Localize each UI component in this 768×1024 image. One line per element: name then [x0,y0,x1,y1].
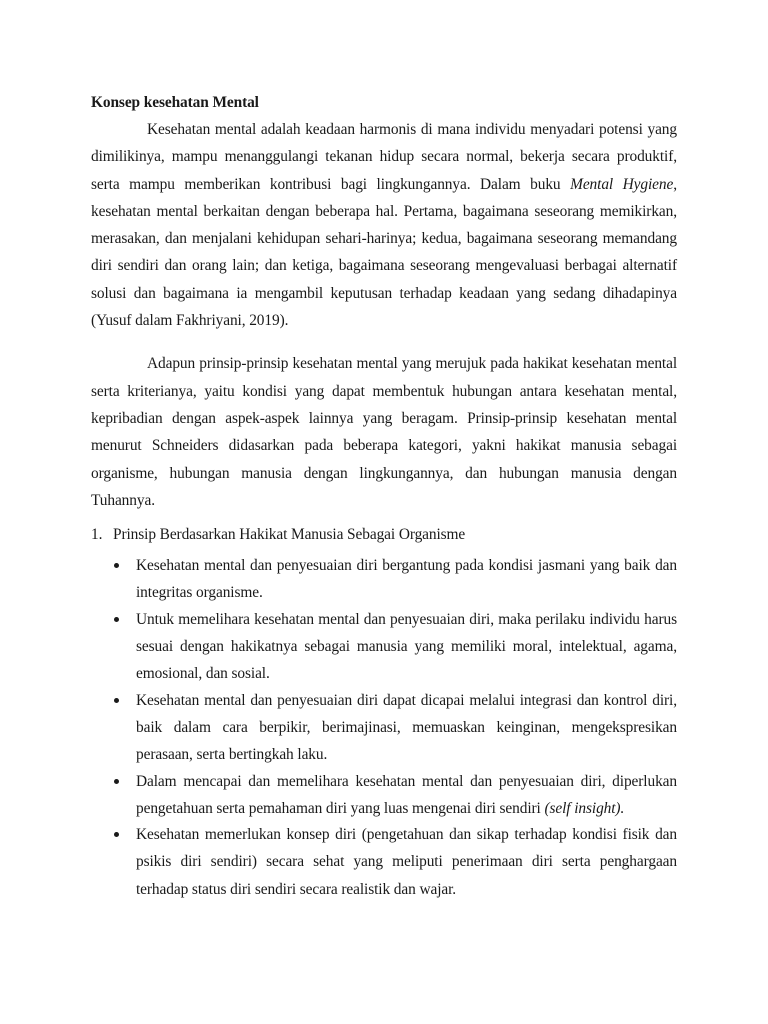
book-title-italic: Mental Hygiene [570,175,674,193]
bullet-icon [114,698,119,703]
numbered-item-1 [91,526,677,544]
bullet-icon [114,832,119,837]
bullet-item [136,821,677,903]
paragraph-definition-text-2: , kesehatan mental berkaitan dengan beberapa hal. Pertama, bagaimana seseorang memikirkan, merasakan, dan menjalani kehidupan sehari-harinya; kedua, bagaimana seseorang memandang diri sendiri dan orang lain; dan ketiga, bagaimana seseorang mengevaluasi berbagai alternatif solusi dan bagaimana ia mengambil keputusan terhadap keadaan yang sedang dihadapinya (Yusuf dalam Fakhriyani, 2019). [91,175,677,330]
bullet-icon [114,779,119,784]
paragraph-principles: Adapun prinsip-prinsip kesehatan mental yang merujuk pada hakikat kesehatan mental serta kriterianya, yaitu kondisi yang dapat membentuk hubungan antara kesehatan mental, kepribadian dengan aspek-aspek lainnya yang beragam. Prinsip-prinsip kesehatan mental menurut Schneiders didasarkan pada beberapa kategori, yakni hakikat manusia sebagai organisme, hubungan manusia dengan lingkungannya, dan hubungan manusia dengan Tuhannya. [91,355,677,509]
bullet-item-text: Kesehatan memerlukan konsep diri (pengetahuan dan sikap terhadap kondisi fisik dan psikis diri sendiri) secara sehat yang meliputi penerimaan diri serta penghargaan terhadap status diri sendiri secara realistik dan wajar. [136,826,677,898]
bullet-item-text: Dalam mencapai dan memelihara kesehatan mental dan penyesuaian diri, diperlukan pengetahuan serta pemahaman diri yang luas mengenai diri sendiri [136,772,677,817]
bullet-item [136,552,677,607]
paragraph-definition [91,116,677,334]
bullet-list [91,552,677,903]
section-heading: Konsep kesehatan Mental [91,94,259,111]
paragraph-definition-text-1: Kesehatan mental adalah keadaan harmonis di mana individu menyadari potensi yang dimilikinya, mampu menanggulangi tekanan hidup secara normal, bekerja secara produktif, serta mampu memberikan kontribusi bagi lingkungannya. Dalam buku [91,121,677,193]
numbered-item-number: 1. [91,526,103,544]
document-body [91,94,677,902]
bullet-item-text: Kesehatan mental dan penyesuaian diri dapat dicapai melalui integrasi dan kontrol diri, baik dalam cara berpikir, berimajinasi, memuaskan keinginan, mengekspresikan perasaan, serta bertingkah laku. [136,691,677,764]
bullet-item-italic: (self insight). [544,799,625,817]
bullet-item [136,687,677,769]
bullet-icon [114,563,119,568]
bullet-item [136,768,677,823]
bullet-icon [114,617,119,622]
bullet-item-text: Untuk memelihara kesehatan mental dan penyesuaian diri, maka perilaku individu harus sesuai dengan hakikatnya sebagai manusia yang memiliki moral, intelektual, agama, emosional, dan sosial. [136,610,677,683]
bullet-item-text: Kesehatan mental dan penyesuaian diri bergantung pada kondisi jasmani yang baik dan integritas organisme. [136,557,677,602]
numbered-item-text: Prinsip Berdasarkan Hakikat Manusia Sebagai Organisme [113,526,466,544]
bullet-item [136,606,677,688]
